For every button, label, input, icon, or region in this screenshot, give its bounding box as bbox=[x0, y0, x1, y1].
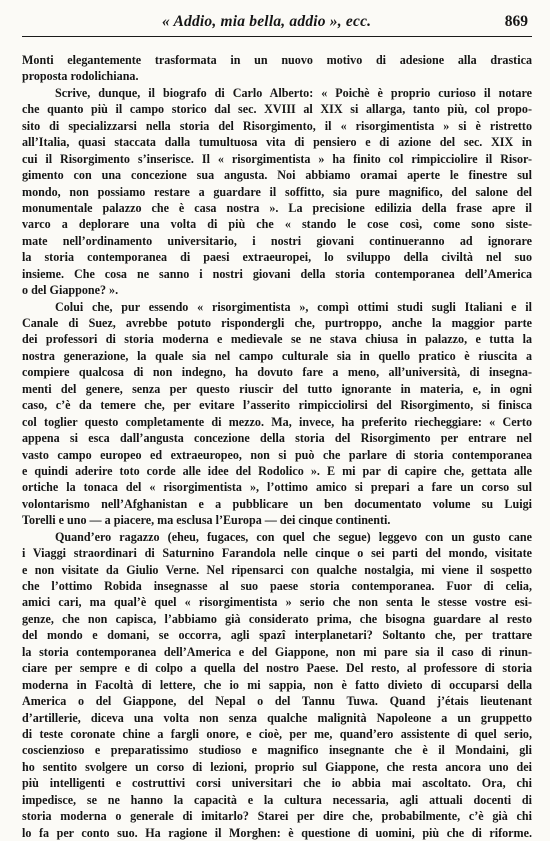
page-header bbox=[22, 8, 532, 37]
text-line: i Viaggi straordinari di Saturnino Farandola nelle cinque o sei parti del mondo, visitate bbox=[22, 546, 532, 561]
text-line: col toglier questo completamente di mezzo. Ma, invece, ha preferito riecheggiare: « Certo bbox=[22, 414, 532, 429]
text-line: che quanto più il campo storico dal sec. XVIII al XIX si allarga, tanto più, col propo- bbox=[22, 102, 532, 117]
text-line: la storia contemporanea dell’America e del Giappone, non mi pare sia il caso di rinun- bbox=[22, 644, 532, 659]
text-line: o del Giappone? ». bbox=[22, 283, 119, 298]
text-line: America o del Giappone, del Nepal o del Tannu Tuwa. Quand j’étais lieutenant bbox=[22, 694, 532, 709]
text-line: ciare per sempre e di colpo a quella del nostro Paese. Del resto, al professore di storia bbox=[22, 661, 532, 676]
text-line: Quand’ero ragazzo (eheu, fugaces, con quel che segue) leggevo con un gusto cane bbox=[55, 529, 532, 544]
text-line: cui il Risorgimento s’inserisce. Il « risorgimentista » ha finito col rimpicciolire il Risor- bbox=[22, 151, 532, 166]
body-text bbox=[22, 52, 532, 841]
text-line: mate nell’ordinamento universitario, i nostri giovani continueranno ad ignorare bbox=[22, 233, 532, 248]
text-line: e quindi aderire toto corde alle idee del Rodolico ». E mi par di capire che, gettata alle bbox=[22, 463, 532, 478]
text-line: Colui che, pur essendo « risorgimentista », compì ottimi studi sugli Italiani e il bbox=[55, 299, 532, 314]
text-line: ho sentito svolgere un corso di lezioni, proprio sul Giappone, che resta ancora uno dei bbox=[22, 759, 532, 774]
text-line: storia moderna o generale di imitarlo? Starei per dire che, probabilmente, c’è già chi bbox=[22, 809, 532, 824]
text-line: insieme. Che cosa ne sanno i nostri giovani della storia contemporanea dell’America bbox=[22, 266, 532, 281]
text-line: che l’ottimo Robida insegnasse al suo paese storia contemporanea. Fuor di celia, bbox=[22, 579, 532, 593]
text-line: appena si esca dall’angusta concezione della storia del Risorgimento per entrare nel bbox=[22, 431, 532, 446]
text-line: di teste coronate chine a fargli onore, e cioè, per me, quand’ero assistente di quel serio, bbox=[22, 726, 532, 741]
text-line: nostra generazione, la quale sia nel campo culturale sia in quello pratico è riuscita a bbox=[22, 348, 532, 363]
text-line: all’Italia, quasi staccata dalla tumultuosa vita di pensiero e di azione del sec. XIX in bbox=[22, 135, 532, 150]
text-line: proposta rodolichiana. bbox=[22, 69, 139, 84]
text-line: coscienzioso e preparatissimo studioso e magnifico insegnante che è il Mondaini, gli bbox=[22, 743, 532, 758]
text-line: Scrive, dunque, il biografo di Carlo Alberto: « Poichè è proprio curioso il notare bbox=[55, 85, 532, 100]
text-line: genze, che non capisca, l’abbiamo già considerato prima, che bisogna guardare al resto bbox=[22, 611, 532, 626]
text-line: mondo, non possiamo restare a guardare il soffitto, sia pure magnifico, del salone del bbox=[22, 184, 532, 199]
text-line: amici cari, ma qual’è quel « risorgimentista » serio che non senta le stesse vostre esi- bbox=[22, 595, 532, 610]
text-line: impedisce, se ne hanno la capacità e la cultura necessaria, agli attuali docenti di bbox=[22, 792, 532, 807]
text-line: moderna in Facoltà di lettere, che io mi sappia, non è fatto divieto di occuparsi della bbox=[22, 677, 532, 692]
text-line: caso, c’è da temere che, per evitare l’asserito rimpicciolirsi del Risorgimento, si finisca bbox=[22, 398, 532, 413]
text-line: Monti elegantemente trasformata in un nuovo motivo di adesione alla drastica bbox=[22, 53, 532, 67]
text-line: gimento con una concezione sua angusta. Noi abbiamo oramai aperte le finestre sul bbox=[22, 168, 532, 183]
text-line: varco a deplorare una volta di più che « stando le cose così, come sono siste- bbox=[22, 217, 532, 232]
text-line: compiere qualcosa di non indegno, ha dovuto fare a meno, all’università, di insegna- bbox=[22, 365, 532, 380]
text-line: Torelli e uno — a piacere, ma esclusa l’Europa — dei cinque continenti. bbox=[22, 513, 391, 528]
text-line: Canale di Suez, avrebbe potuto rispondergli che, purtroppo, anche la maggior parte bbox=[22, 316, 532, 330]
text-line: monumentale palazzo che è casa nostra ». La precisione edilizia della frase apre il bbox=[22, 200, 532, 215]
text-line: ortiche la tonaca del « risorgimentista », l’ottimo amico si prepari a fare un corso sul bbox=[22, 480, 532, 495]
text-line: d’artillerie, diceva una volta non senza qualche malignità Napoleone a un gruppetto bbox=[22, 710, 532, 725]
text-line: la storia contemporanea di paesi extraeuropei, lo sviluppo della civiltà nel suo bbox=[22, 250, 532, 265]
text-line: vasto campo europeo ed extraeuropeo, non si può che parlare di storia contemporanea bbox=[22, 447, 532, 462]
text-line: del mondo e domani, se occorra, agli spazî interplanetari? Soltanto che, per trattare bbox=[22, 628, 532, 643]
text-line: sito di specializzarsi nella storia del Risorgimento, il « risorgimentista » si è ristretto bbox=[22, 118, 532, 133]
running-title: « Addio, mia bella, addio », ecc. bbox=[162, 13, 372, 30]
text-line: volontarismo nell’Afghanistan e a pubblicare un ben documentato volume su Luigi bbox=[22, 496, 532, 511]
text-line: dei professori di storia moderna e medievale se ne stava chiusa in palazzo, e tutta la bbox=[22, 332, 532, 347]
text-line: più intelligenti e costruttivi corsi universitari che io abbia mai ascoltato. Ora, chi bbox=[22, 776, 532, 791]
text-line: e non visitate da Giulio Verne. Nel ripensarci con qualche nostalgia, mi viene il sospetto bbox=[22, 562, 532, 577]
page-number: 869 bbox=[504, 13, 528, 30]
text-line: lo fa per conto suo. Ha ragione il Morghen: è questione di uomini, più che di riforme. bbox=[22, 825, 532, 840]
text-line: menti del genere, senza per questo riuscir del tutto ignorante in materia, e, in ogni bbox=[22, 381, 532, 396]
